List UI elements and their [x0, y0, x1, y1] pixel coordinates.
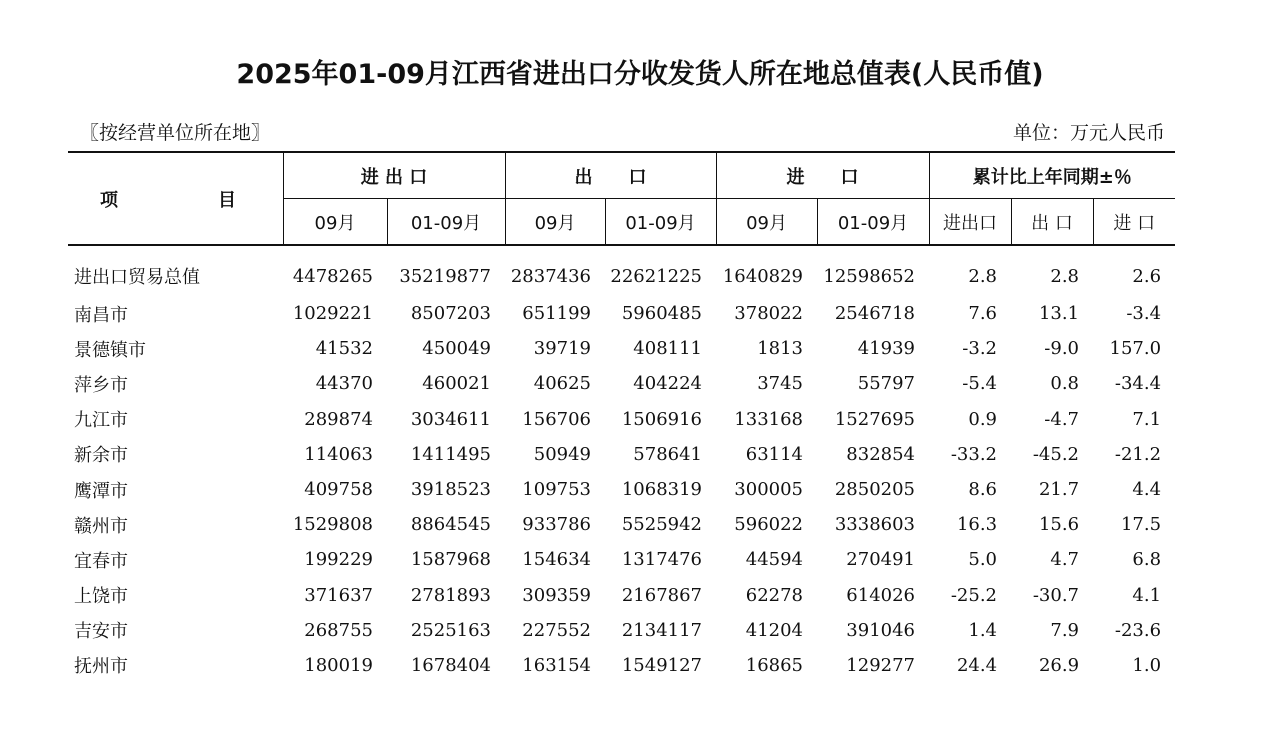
row-name: 萍乡市 — [74, 374, 128, 396]
cell-growth-trade: -25.2 — [950, 584, 998, 606]
cell-growth-import: 17.5 — [1120, 514, 1162, 536]
cell-export-cum: 408111 — [633, 338, 703, 360]
cell-trade-month: 268755 — [304, 619, 373, 641]
cell-import-month: 41204 — [745, 619, 804, 641]
cell-growth-import: 1.0 — [1132, 654, 1162, 676]
cell-import-month: 596022 — [734, 514, 804, 536]
export-month-header: 09月 — [505, 199, 605, 246]
cell-growth-import: -3.4 — [1126, 303, 1162, 325]
cell-growth-import: -34.4 — [1114, 373, 1162, 395]
cell-growth-export: 7.9 — [1050, 619, 1080, 641]
cell-trade-cum: 1678404 — [410, 654, 492, 676]
table-row — [68, 437, 1175, 472]
cell-trade-month: 1529808 — [292, 514, 373, 536]
trade-table — [68, 151, 1175, 683]
row-name: 景德镇市 — [74, 339, 146, 361]
cell-import-cum: 832854 — [846, 443, 916, 465]
cell-growth-export: -45.2 — [1032, 443, 1080, 465]
cell-import-cum: 12598652 — [823, 265, 916, 287]
cell-export-month: 163154 — [522, 654, 592, 676]
cell-export-month: 651199 — [522, 303, 592, 325]
cell-export-cum: 404224 — [633, 373, 703, 395]
cell-growth-trade: 7.6 — [968, 303, 998, 325]
row-name: 南昌市 — [74, 304, 128, 326]
growth-import-header: 进 口 — [1093, 199, 1175, 246]
cell-export-cum: 2134117 — [621, 619, 703, 641]
row-name: 新余市 — [74, 445, 128, 467]
cell-trade-month: 1029221 — [292, 303, 373, 325]
cell-import-cum: 2546718 — [834, 303, 916, 325]
cell-trade-cum: 8507203 — [410, 303, 492, 325]
cell-growth-import: 2.6 — [1132, 265, 1162, 287]
cell-growth-export: 2.8 — [1050, 265, 1080, 287]
table-row — [68, 472, 1175, 507]
cell-export-cum: 2167867 — [621, 584, 703, 606]
cell-import-month: 62278 — [745, 584, 804, 606]
trade-cum-header: 01-09月 — [387, 199, 505, 246]
cell-import-cum: 270491 — [846, 549, 916, 571]
cell-growth-export: 4.7 — [1050, 549, 1080, 571]
cell-growth-trade: 5.0 — [968, 549, 998, 571]
growth-trade-header: 进出口 — [929, 199, 1011, 246]
cell-import-cum: 55797 — [857, 373, 916, 395]
cell-trade-cum: 3918523 — [410, 479, 492, 501]
cell-growth-export: 15.6 — [1038, 514, 1080, 536]
cell-growth-trade: 24.4 — [956, 654, 998, 676]
cell-trade-month: 199229 — [304, 549, 373, 571]
cell-export-month: 156706 — [522, 408, 592, 430]
cell-import-month: 1640829 — [722, 265, 804, 287]
row-name: 鹰潭市 — [74, 480, 128, 502]
cell-export-cum: 1068319 — [621, 479, 703, 501]
cell-growth-export: -30.7 — [1032, 584, 1080, 606]
item-header-label: 项 — [100, 189, 118, 211]
cell-export-cum: 5525942 — [621, 514, 703, 536]
cell-trade-cum: 1587968 — [410, 549, 492, 571]
cell-export-cum: 1506916 — [621, 408, 703, 430]
trade-group-header: 进 出 口 — [283, 152, 505, 199]
import-month-header: 09月 — [716, 199, 817, 246]
table-row — [68, 331, 1175, 366]
item-header — [68, 152, 283, 245]
cell-growth-trade: -33.2 — [950, 443, 998, 465]
cell-export-cum: 578641 — [633, 443, 703, 465]
cell-growth-trade: 2.8 — [968, 265, 998, 287]
cell-import-month: 3745 — [757, 373, 804, 395]
cell-export-month: 40625 — [533, 373, 592, 395]
row-name: 赣州市 — [74, 515, 128, 537]
cell-export-cum: 5960485 — [621, 303, 703, 325]
cell-growth-import: -21.2 — [1114, 443, 1162, 465]
cell-trade-month: 409758 — [304, 479, 373, 501]
cell-import-cum: 614026 — [846, 584, 916, 606]
table-row — [68, 402, 1175, 437]
cell-import-month: 300005 — [734, 479, 804, 501]
cell-export-month: 39719 — [533, 338, 592, 360]
table-row — [68, 613, 1175, 648]
cell-trade-month: 41532 — [315, 338, 373, 360]
row-name: 吉安市 — [74, 621, 128, 643]
cell-import-month: 63114 — [745, 443, 804, 465]
row-name: 进出口贸易总值 — [74, 267, 200, 288]
cell-trade-cum: 460021 — [422, 373, 492, 395]
table-row — [68, 296, 1175, 331]
cell-growth-import: 7.1 — [1132, 408, 1162, 430]
cell-trade-month: 180019 — [304, 654, 373, 676]
cell-import-cum: 41939 — [857, 338, 916, 360]
table-row — [68, 507, 1175, 542]
cell-export-month: 50949 — [533, 443, 592, 465]
import-cum-header: 01-09月 — [817, 199, 929, 246]
table-row — [68, 648, 1175, 683]
cell-growth-export: -9.0 — [1044, 338, 1080, 360]
cell-growth-trade: 16.3 — [956, 514, 998, 536]
cell-import-cum: 1527695 — [834, 408, 916, 430]
cell-export-cum: 1549127 — [621, 654, 703, 676]
cell-growth-export: -4.7 — [1044, 408, 1080, 430]
cell-trade-cum: 3034611 — [410, 408, 492, 430]
cell-growth-trade: -5.4 — [962, 373, 998, 395]
cell-growth-export: 21.7 — [1038, 479, 1080, 501]
cell-growth-trade: -3.2 — [962, 338, 998, 360]
cell-growth-export: 26.9 — [1038, 654, 1080, 676]
cell-trade-month: 114063 — [304, 443, 373, 465]
cell-growth-trade: 8.6 — [968, 479, 998, 501]
cell-growth-trade: 1.4 — [968, 619, 998, 641]
cell-growth-import: -23.6 — [1114, 619, 1162, 641]
page-title: 2025年01-09月江西省进出口分收发货人所在地总值表(人民币值) — [236, 59, 1044, 90]
trade-month-header: 09月 — [283, 199, 387, 246]
cell-growth-trade: 0.9 — [968, 408, 998, 430]
import-group-header: 进 口 — [716, 152, 929, 199]
cell-export-month: 227552 — [522, 619, 592, 641]
cell-trade-month: 44370 — [315, 373, 373, 395]
cell-trade-cum: 8864545 — [410, 514, 492, 536]
table-row — [68, 578, 1175, 613]
cell-growth-export: 0.8 — [1050, 373, 1080, 395]
cell-export-month: 933786 — [522, 514, 592, 536]
export-group-header: 出 口 — [505, 152, 716, 199]
row-name: 抚州市 — [74, 656, 128, 678]
cell-export-month: 109753 — [522, 479, 592, 501]
cell-growth-import: 6.8 — [1132, 549, 1162, 571]
cell-import-cum: 129277 — [846, 654, 916, 676]
cell-trade-month: 4478265 — [292, 265, 373, 287]
cell-trade-cum: 2525163 — [410, 619, 492, 641]
cell-import-month: 133168 — [734, 408, 804, 430]
cell-export-cum: 1317476 — [621, 549, 703, 571]
cell-export-month: 154634 — [522, 549, 592, 571]
cell-import-month: 1813 — [757, 338, 804, 360]
row-name: 九江市 — [74, 410, 128, 432]
row-name: 上饶市 — [74, 586, 128, 608]
cell-import-month: 378022 — [734, 303, 804, 325]
cell-growth-import: 4.1 — [1132, 584, 1162, 606]
cell-trade-cum: 450049 — [422, 338, 492, 360]
cell-trade-cum: 1411495 — [410, 443, 492, 465]
cell-import-cum: 391046 — [846, 619, 916, 641]
cell-export-month: 309359 — [522, 584, 592, 606]
cell-trade-cum: 35219877 — [399, 265, 492, 287]
cell-export-cum: 22621225 — [610, 265, 703, 287]
cell-growth-import: 157.0 — [1109, 338, 1162, 360]
cell-growth-import: 4.4 — [1132, 479, 1162, 501]
cell-trade-cum: 2781893 — [410, 584, 492, 606]
growth-group-header: 累计比上年同期±％ — [929, 152, 1175, 199]
growth-export-header: 出 口 — [1011, 199, 1093, 246]
table-row — [68, 245, 1175, 296]
cell-trade-month: 289874 — [304, 408, 373, 430]
cell-trade-month: 371637 — [304, 584, 373, 606]
item-header-label-2: 目 — [218, 189, 236, 211]
table-row — [68, 542, 1175, 577]
cell-export-month: 2837436 — [510, 265, 592, 287]
row-name: 宜春市 — [74, 550, 128, 572]
export-cum-header: 01-09月 — [605, 199, 716, 246]
cell-import-month: 44594 — [745, 549, 804, 571]
cell-import-cum: 3338603 — [834, 514, 916, 536]
cell-import-cum: 2850205 — [834, 479, 916, 501]
cell-import-month: 16865 — [745, 654, 804, 676]
table-row — [68, 366, 1175, 401]
unit-label: 单位：万元人民币 — [1012, 122, 1165, 144]
cell-growth-export: 13.1 — [1038, 303, 1080, 325]
basis-note: 〖按经营单位所在地〗 — [80, 122, 271, 144]
